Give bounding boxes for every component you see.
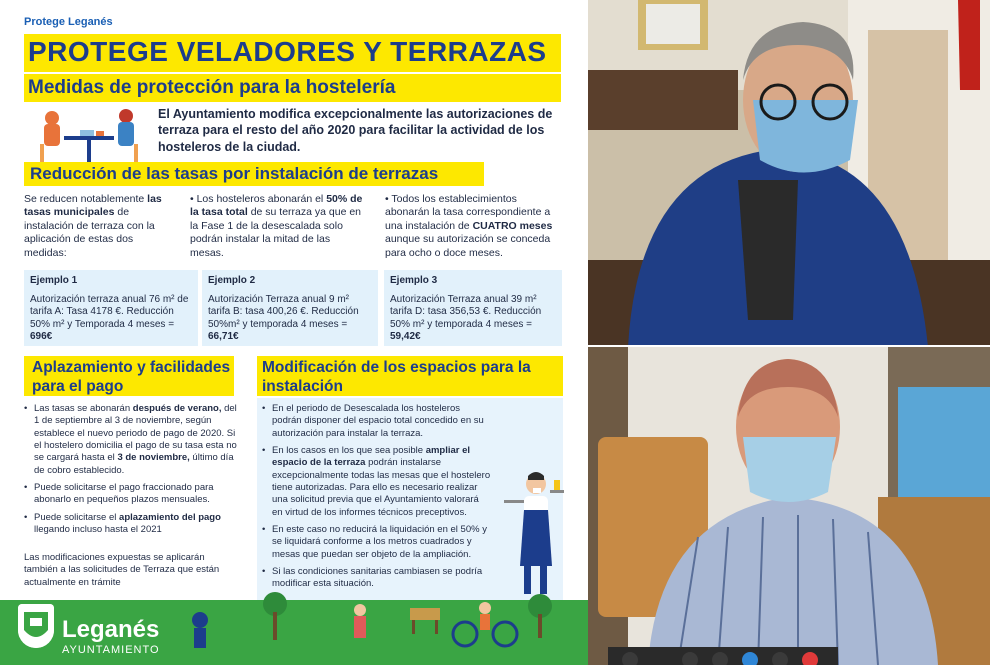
- poster-title: PROTEGE VELADORES Y TERRAZAS: [28, 36, 547, 67]
- call-controls-bar: [610, 648, 830, 665]
- example-2: [202, 270, 378, 346]
- poster-intro: El Ayuntamiento modifica excepcionalmente las autorizaciones de terraza para el resto del año 2020 para facilitar la actividad de los hosteleros de la ciudad.: [158, 107, 553, 154]
- list-item: [24, 512, 244, 537]
- example-2-body: Autorización Terraza anual 9 m² tarifa B: tasa 400,26 €. Reducción 50%m² y temporada 4 meses =: [208, 293, 359, 330]
- participants-icon: [712, 652, 728, 665]
- fees-column-2: • Los hosteleros abonarán el 50% de la tasa total de su terraza ya que en la Fase 1 de la desescalada solo podrán instalar la mitad de las mesas.: [190, 193, 363, 259]
- list-item: [262, 403, 492, 440]
- video-call-tile-top: [588, 0, 990, 347]
- block1-title: Aplazamiento y facilidades para el pago: [32, 359, 231, 395]
- list-item: [24, 482, 244, 507]
- example-3: [384, 270, 562, 346]
- col3-text: Todos los establecimientos abonarán la tasa correspondiente a una instalación de: [385, 193, 551, 232]
- camera-icon: [742, 652, 758, 665]
- item-bold: aplazamiento del pago: [119, 511, 221, 523]
- block2-title: Modificación de los espacios para la instalación: [262, 359, 531, 395]
- payment-list: [24, 403, 244, 541]
- share-icon: [682, 652, 698, 665]
- col2-text: Los hosteleros abonarán el: [196, 193, 327, 205]
- logo-name: Leganés: [62, 616, 160, 643]
- col1-bold: las tasas municipales: [24, 193, 162, 219]
- participant-1-photo: [588, 0, 990, 347]
- item-text: podrán instalarse excepcionalmente todas las mesas que el hostelero tiene autorizadas. Para ello es necesario realizar una solicitud previa que el Ayuntamiento valorará en virtud de los informes técnicos preceptivos.: [272, 457, 491, 518]
- example-1-total: 696€: [30, 331, 53, 342]
- participant-2-photo: [588, 347, 990, 665]
- example-1-body: Autorización terraza anual 76 m² de tarifa A: Tasa 4178 €. Reducción 50% m² y Temporada 4 meses =: [30, 293, 189, 330]
- col2-bold: 50% de la tasa total: [190, 193, 363, 219]
- logo-subtitle: AYUNTAMIENTO: [62, 644, 160, 656]
- item-text: Si las condiciones sanitarias cambiasen se podría modificar esta situación.: [272, 566, 483, 590]
- col3-bold: CUATRO meses: [472, 219, 553, 232]
- more-icon: [772, 652, 788, 665]
- example-1-head: Ejemplo 1: [30, 275, 78, 286]
- video-call-tile-bottom: [588, 347, 990, 665]
- list-item: [262, 524, 492, 561]
- item-text: En los casos en los que sea posible: [272, 445, 426, 457]
- example-3-body: Autorización Terraza anual 39 m² tarifa D: tasa 356,53 €. Reducción 50% m² y temporada 4 meses =: [390, 293, 542, 330]
- payment-note: Las modificaciones expuestas se aplicarán también a las solicitudes de Terraza que están actualmente en trámite: [24, 552, 220, 588]
- item-text: En este caso no reducirá la liquidación en el 50% y se liquidará conforme a los metros cuadrados y mesas que puedan ser objeto de la ampliación.: [272, 524, 487, 560]
- item-bold: después de verano,: [132, 403, 222, 414]
- poster-tagline: Protege Leganés: [24, 16, 113, 28]
- item-bold: 3 de noviembre,: [117, 452, 190, 464]
- col2-text-end: de su terraza ya que en la Fase 1 de la desescalada solo podrán instalar la mitad de las mesas.: [190, 206, 362, 259]
- item-text: último día de cobro establecido.: [34, 452, 234, 476]
- spaces-list: [262, 403, 492, 596]
- mic-icon: [622, 652, 638, 665]
- example-2-head: Ejemplo 2: [208, 275, 256, 286]
- item-text: Puede solicitarse el: [34, 511, 120, 523]
- example-2-total: 66,71€: [208, 331, 239, 342]
- list-item: [262, 445, 492, 519]
- item-text: Las tasas se abonarán: [34, 403, 133, 414]
- leganes-shield-logo: [18, 604, 54, 648]
- item-bold: ampliar el espacio de la terraza: [272, 445, 471, 469]
- park-scene-illustration: [180, 590, 580, 660]
- list-item: [24, 403, 244, 477]
- item-text: llegando incluso hasta el 2021: [34, 524, 162, 536]
- col1-text: Se reducen notablemente: [24, 193, 148, 205]
- item-text: Puede solicitarse el pago fraccionado para abonarlo en pequeños plazos mensuales.: [34, 482, 214, 506]
- fees-column-1: [24, 193, 164, 260]
- fees-column-3: • Todos los establecimientos abonarán la tasa correspondiente a una instalación de CUATRO meses aunque su autorización se conceda para ocho o doce meses.: [385, 193, 553, 259]
- poster-subtitle: Medidas de protección para la hostelería: [28, 77, 396, 98]
- item-text: En el periodo de Desescalada los hosteleros podrán disponer del espacio total concedido en su autorización para instalar la terraza.: [272, 403, 484, 439]
- section-title-fees: Reducción de las tasas por instalación de terrazas: [30, 164, 439, 183]
- list-item: [262, 566, 492, 591]
- col1-text-end: de instalación de terraza con la aplicación de estas dos medidas:: [24, 206, 155, 259]
- example-3-total: 59,42€: [390, 331, 421, 342]
- col3-text-end: aunque su autorización se conceda para ocho o doce meses.: [385, 233, 551, 259]
- hangup-icon: [802, 652, 818, 665]
- example-3-head: Ejemplo 3: [390, 275, 438, 286]
- cafe-table-illustration: [30, 104, 148, 166]
- item-text: del 1 de septiembre al 3 de noviembre, según establece el nuevo periodo de pago de 2020. Si el hostelero domicilia el pago de su tasa esta no se cargará hasta el: [34, 403, 237, 464]
- waiter-illustration: [500, 470, 570, 600]
- example-1: [24, 270, 198, 346]
